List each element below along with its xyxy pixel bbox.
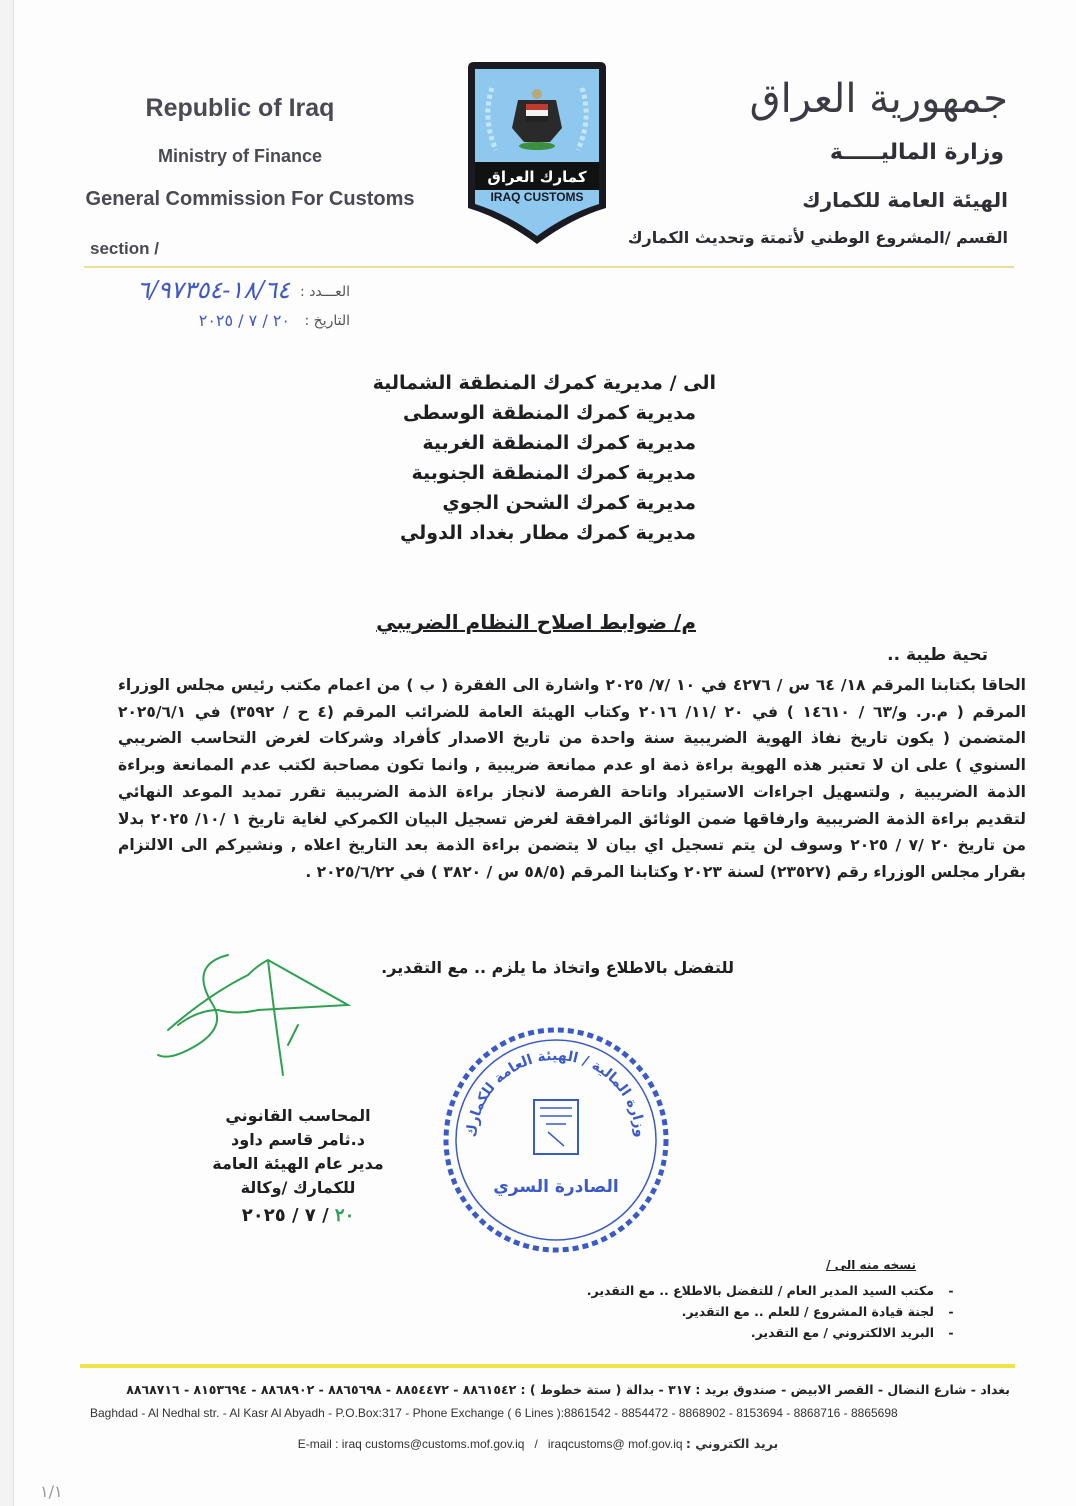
section-label: section / [90,239,159,258]
handwritten-signature [148,935,448,1095]
reference-number-value: ١٨/٦٤-٦/٩٧٣٥٤ [136,276,290,304]
recipient-item: مديرية كمرك الشحن الجوي [442,492,696,514]
email-separator: / [534,1437,538,1451]
copy-item [587,1322,968,1343]
en-republic-title: Republic of Iraq [145,94,335,122]
ar-republic-title: جمهورية العراق [749,76,1008,122]
iraq-customs-logo [462,58,612,248]
email-link-1[interactable]: iraq customs@customs.mof.gov.iq [341,1437,525,1451]
stamp-ring-text: وزارة المالية / الهيئة العامة للكمارك [463,1047,649,1139]
reference-number [60,276,350,308]
letter-body: الحاقا بكتابنا المرقم ١٨/ ٦٤ س / ٤٢٧٦ في ١٠ /٧/ ٢٠٢٥ واشارة الى الفقرة ( ب ) من اعمام مكتب رئيس مجلس الوزراء المرقم ( م.ر. و/٦٣ / ١٤٦١٠ ) في ٢٠ /١١/ ٢٠١٦ وكتاب الهيئة العامة للضرائب المرقم (٤ ح / ٣٥٩٢) في ٢٠٢٥/٦/١ المتضمن ( يكون تاريخ نفاذ الهوية الضريبية سنة واحدة من تاريخ الاصدار كأفراد وشركات لغرض التحاسب الضريبي السنوي ) على ان لا تعتبر هذه الهوية براءة ذمة او عدم ممانعة ضريبية , وانما تكون مصاحبة لكتب عدم الممانعة وبراءة الذمة الضريبية , ولتسهيل اجراءات الاستيراد واتاحة الفرصة لانجاز براءة الذمة الضريبية تقرر تمديد الموعد النهائي لتقديم براءة الذمة الضريبية وارفاقها ضمن الوثائق المرافقة لغرض تسجيل البيان الكمركي لغاية تاريخ ١ /١٠/ ٢٠٢٥ بدلا من تاريخ ٢٠ /٧ / ٢٠٢٥ وسوف لن يتم تسجيل اي بيان لا يتضمن براءة الذمة بعد التاريخ اعلاه , ونشيركم الى الالتزام بقرار مجلس الوزراء رقم (٢٣٥٢٧) لسنة ٢٠٢٣ وكتابنا المرقم (٥٨/٥ س / ٣٨٢٠ ) في ٢٠٢٥/٦/٢٢ . [118,676,1027,881]
stamp-seal-icon [436,1020,676,1260]
letter-subject: م/ ضوابط اصلاح النظام الضريبي [376,610,696,634]
recipient-item: مديرية كمرك المنطقة الوسطى [402,402,696,424]
logo-english-text: IRAQ CUSTOMS [490,190,584,204]
signatory-date-handwritten: ٢٠ [334,1205,355,1226]
footer-divider [80,1364,1015,1368]
recipient-item: مديرية كمرك المنطقة الغربية [422,432,696,454]
copies-list [587,1280,968,1343]
iraq-eagle-emblem-icon [462,58,612,248]
signatory-date-printed: / ٧ / ٢٠٢٥ [241,1205,329,1226]
signatory-block [180,1104,416,1228]
copy-item-text: لجنة قيادة المشروع / للعلم .. مع التقدير. [681,1304,934,1319]
letter-greeting: تحية طيبة .. [887,645,988,665]
bullet-dash: - [948,1325,954,1340]
copy-item-text: البريد الالكتروني / مع التقدير. [750,1325,934,1340]
reference-date [60,311,350,335]
bullet-dash: - [948,1304,954,1319]
copy-item [587,1301,968,1322]
signatory-position: مدير عام الهيئة العامة للكمارك /وكالة [212,1154,384,1197]
en-commission-name: General Commission For Customs [85,188,415,210]
signatory-name: د.ثامر قاسم داود [231,1130,365,1149]
copy-item [587,1280,968,1301]
copies-title: نسخه منه الى / [826,1258,916,1272]
reference-number-label: العـــدد : [300,284,350,300]
signatory-title: المحاسب القانوني [225,1106,371,1125]
email-label-en: E-mail : [297,1437,339,1451]
signature-icon [148,935,448,1095]
recipient-item: الى / مديرية كمرك المنطقة الشمالية [372,372,716,394]
email-link-2[interactable]: iraqcustoms@ mof.gov.iq [547,1437,683,1451]
recipients-list [373,368,716,548]
page-edge [0,0,14,1506]
header-divider [84,266,1014,268]
logo-arabic-text: كمارك العراق [487,168,587,186]
footer-email-line [0,1436,1076,1451]
ar-ministry-name: وزارة الماليـــــة [829,140,1004,165]
reference-date-value: ٢٠ / ٧ / ٢٠٢٥ [198,311,290,330]
ar-project-section: القسم /المشروع الوطني لأتمتة وتحديث الكمارك [627,228,1008,247]
email-label-ar: : بريد الكتروني [685,1436,779,1451]
stamp-center-text: الصادرة السري [493,1177,619,1197]
official-stamp [436,1020,676,1260]
reference-date-label: التاريخ : [304,313,350,329]
recipient-item: مديرية كمرك مطار بغداد الدولي [399,522,696,544]
bullet-dash: - [948,1283,954,1298]
en-ministry-name: Ministry of Finance [157,146,323,166]
footer-arabic-address: بغداد - شارع النضال - القصر الابيض - صندوق بريد : ٣١٧ - بدالة ( ستة خطوط ) : ٨٨٦١٥٤٢ - ٨٨٥٤٤٧٢ - ٨٨٦٥٦٩٨ - ٨٨٦٨٩٠٢ - ٨١٥٣٦٩٤ - ٨٨٦٨٧١٦ [126,1382,1010,1397]
copy-item-text: مكتب السيد المدير العام / للتفضل بالاطلاع .. مع التقدير. [586,1283,934,1298]
footer-english-address: Baghdad - Al Nedhal str. - Al Kasr Al Abyadh - P.O.Box:317 - Phone Exchange ( 6 Lines ):8861542 - 8854472 - 8868902 - 8153694 - 8868716 - 8865698 [90,1406,898,1420]
recipient-item: مديرية كمرك المنطقة الجنوبية [411,462,696,484]
page-number: ١/١ [40,1482,63,1501]
letter-closing: للتفضل بالاطلاع واتخاذ ما يلزم .. مع التقدير. [381,958,734,977]
signatory-date [180,1204,416,1228]
ar-commission-name: الهيئة العامة للكمارك [802,188,1008,212]
